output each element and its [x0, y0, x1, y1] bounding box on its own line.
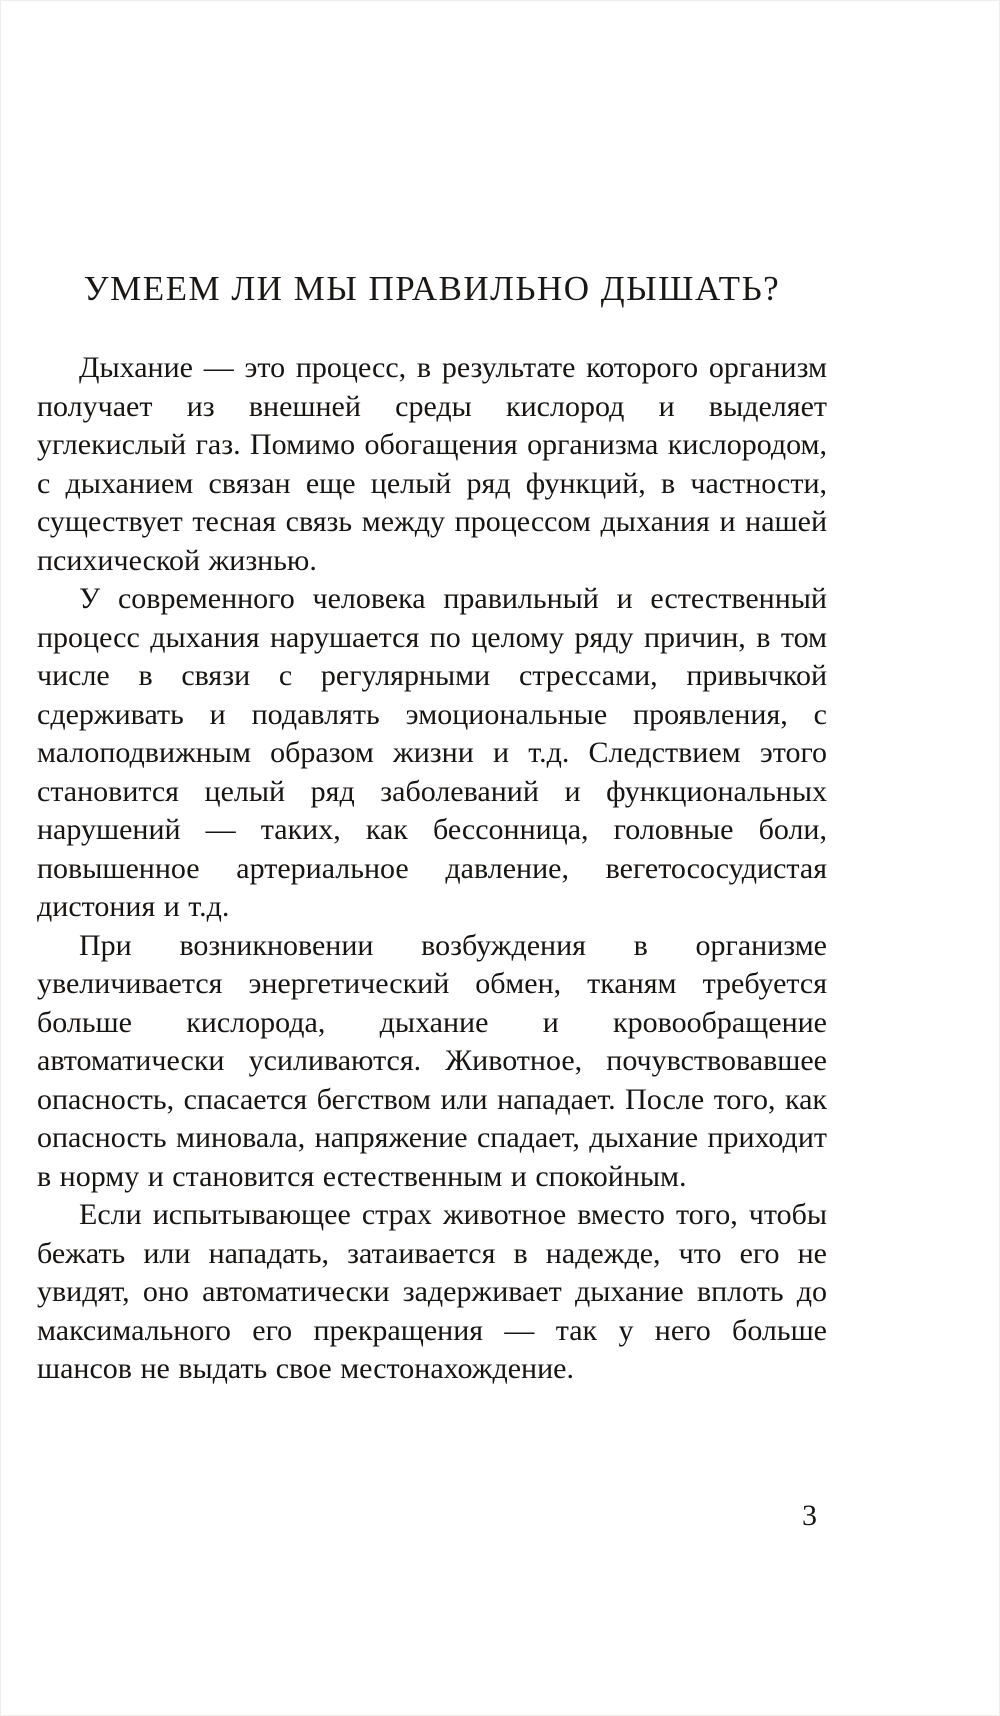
page-number: 3	[802, 1499, 817, 1532]
chapter-title: УМЕЕМ ЛИ МЫ ПРАВИЛЬНО ДЫШАТЬ?	[83, 269, 781, 308]
paragraph: При возникновении возбуждения в организме увеличивается энергетический обмен, тканям требуется больше кислорода, дыхание и кровообращение автоматически усиливаются. Животное, почувствовавшее опасность, спасается бегством или нападает. После того, как опасность миновала, напряжение спадает, дыхание приходит в норму и становится естественным и спокойным.	[37, 928, 827, 1193]
paragraph: Если испытывающее страх животное вместо того, чтобы бежать или нападать, затаивается в надежде, что его не увидят, оно автоматически задерживает дыхание вплоть до максимального его прекращения — так у него больше шансов не выдать свое местонахождение.	[37, 1198, 827, 1385]
text-block	[1, 1, 999, 1389]
body-text	[37, 349, 827, 1389]
paragraph: Дыхание — это процесс, в результате которого организм получает из внешней среды кислород и выделяет углекислый газ. Помимо обогащения организма кислородом, с дыханием связан еще целый ряд функций, в частности, существует тесная связь между процессом дыхания и нашей психической жизнью.	[37, 351, 827, 577]
paragraph: У современного человека правильный и естественный процесс дыхания нарушается по целому ряду причин, в том числе в связи с регулярными стрессами, привычкой сдерживать и подавлять эмоциональные проявления, с малоподвижным образом жизни и т.д. Следствием этого становится целый ряд заболеваний и функциональных нарушений — таких, как бессонница, головные боли, повышенное артериальное давление, вегетососудистая дистония и т.д.	[37, 582, 827, 923]
